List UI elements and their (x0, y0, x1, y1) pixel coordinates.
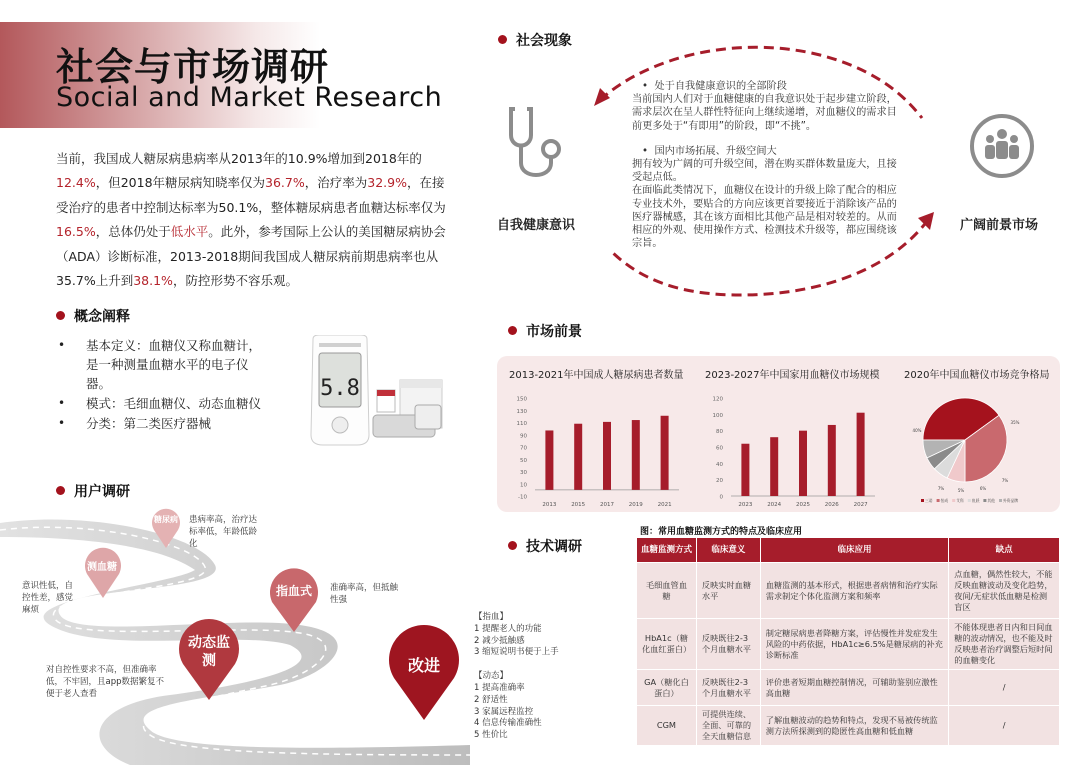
concept-heading-text: 概念阐释 (74, 309, 130, 325)
legend-swatch (968, 499, 971, 502)
glucose-meter-image (305, 335, 445, 453)
table-cell: 不能体现患者日内和日间血糖的波动情况，也不能及时反映患者治疗调整后短时间的血糖变化 (949, 619, 1060, 670)
tech-heading-text: 技术调研 (526, 539, 582, 555)
dynamic-item: 5 性价比 (474, 730, 508, 741)
note-dynamic: 对自控性要求不高，但准确率低，不牢固，且app数据繁复不便于老人查看 (46, 665, 165, 699)
y-tick-label: -10 (518, 494, 527, 501)
y-tick-label: 60 (716, 445, 723, 452)
table-row (637, 706, 1060, 746)
y-tick-label: 110 (516, 421, 527, 427)
bar (632, 420, 640, 490)
x-tick-label: 2023 (738, 502, 753, 508)
left-label: 自我健康意识 (497, 218, 576, 233)
dynamic-item: 2 舒适性 (474, 694, 508, 705)
table-cell: HbA1c（糖化血红蛋白） (637, 619, 697, 670)
table-cell: 制定糖尿病患者降糖方案，评估慢性并发症发生风险的中药依据，HbA1c≥6.5%是糖尿病的补充诊断标准 (760, 619, 949, 670)
y-tick-label: 130 (516, 408, 527, 415)
y-tick-label: 120 (712, 396, 723, 403)
table-cell: 毛细血管血糖 (637, 563, 697, 619)
intro-text: ，总体仍处于 (95, 224, 171, 240)
intro-highlight: 12.4% (56, 175, 96, 191)
table-cell: 血糖监测的基本形式，根据患者病情和治疗实际需求制定个体化监测方案和频率 (760, 563, 949, 619)
phenomenon-text (632, 80, 904, 250)
y-tick-label: 80 (716, 429, 723, 436)
x-tick-label: 2019 (628, 502, 643, 508)
concept-item: • 分类：第二类医疗器械 (58, 414, 273, 433)
table-cell: 反映实时血糖水平 (696, 563, 760, 619)
x-tick-label: 2024 (767, 502, 782, 508)
intro-text: ，在接受治疗的患者中控制达标率为50.1%，整体糖尿病患者血糖达标率仅为 (56, 175, 446, 215)
meter-reading: 5.8 (320, 376, 360, 401)
x-tick-label: 2027 (853, 502, 868, 508)
bullet-dot-icon (508, 541, 517, 550)
intro-text: 。此外，参考国际上公认的美国糖尿病协会（ADA）诊断标准，2013-2018期间我国成人糖尿病前期患病率也从35.7%上升到 (56, 224, 446, 289)
y-tick-label: 10 (520, 482, 527, 489)
table-header: 缺点 (949, 538, 1060, 563)
bar (770, 437, 778, 496)
bullet-dot-icon (508, 326, 517, 335)
intro-text: 当前，我国成人糖尿病患病率从2013年的10.9%增加到2018年的 (56, 151, 422, 166)
market-heading-text: 市场前景 (526, 324, 582, 340)
x-tick-label: 2025 (796, 502, 810, 508)
y-tick-label: 20 (716, 478, 723, 485)
node-dynamic: 动态监测 (188, 635, 230, 669)
table-cell: GA（糖化白蛋白） (637, 670, 697, 706)
chart-patients (497, 392, 687, 510)
b2-text2: 在面临此类情况下，血糖仪在设计的升级上除了配合的相应专业技术外，要贴合的方向应该更首要接近于消除该产品的医疗器械感，其在该方面相比其他产品是相对较差的。从而相应的外观、使用操作方式、检测技术升级等，都应围绕该宗旨。 (632, 185, 897, 250)
table-cell: 可提供连续、全面、可靠的全天血糖信息 (696, 706, 760, 746)
chart2-title: 2023-2027年中国家用血糖仪市场规模 (705, 370, 880, 381)
finger-title: 【指血】 (474, 612, 509, 622)
bar (741, 444, 749, 496)
chart-market-size (693, 392, 883, 510)
b1-title: 处于自我健康意识的全部阶段 (654, 81, 787, 92)
note-measure: 意识性低，自控性差，感觉麻烦 (22, 581, 74, 615)
concept-item: • 模式：毛细血糖仪、动态血糖仪 (58, 394, 273, 413)
table-header: 临床应用 (760, 538, 949, 563)
intro-highlight: 36.7% (265, 175, 305, 191)
bar (661, 416, 669, 490)
concept-item: • 基本定义：血糖仪又称血糖计，是一种测量血糖水平的电子仪器。 (58, 336, 273, 393)
legend-label: 其他 (987, 498, 995, 503)
legend-label: 三诺 (925, 498, 933, 503)
finger-item: 2 减少抵触感 (474, 635, 525, 646)
table-row (637, 670, 1060, 706)
legend-swatch (999, 499, 1002, 502)
intro-text: ，治疗率为 (304, 175, 368, 191)
survey-heading-text: 用户调研 (74, 484, 130, 500)
crowd-icon (968, 112, 1036, 180)
table-cell: / (949, 670, 1060, 706)
b2-title: 国内市场拓展、升级空间大 (654, 145, 777, 157)
page-title: 社会与市场调研 (56, 45, 330, 89)
legend-swatch (921, 499, 924, 502)
concept-list (58, 336, 273, 434)
concept-heading (56, 306, 130, 326)
chart1-title: 2013-2021年中国成人糖尿病患者数量 (509, 370, 684, 381)
slice-label: 6% (979, 486, 987, 491)
intro-highlight: 38.1% (133, 273, 173, 289)
bar (857, 413, 865, 496)
slice-label: 40% (912, 428, 922, 433)
bullet-dot-icon (56, 311, 65, 320)
intro-paragraph (56, 147, 454, 293)
finger-item: 1 提醒老人的功能 (474, 623, 542, 634)
bar (574, 424, 582, 490)
y-tick-label: 40 (716, 461, 723, 468)
y-tick-label: 90 (520, 433, 527, 440)
slice-label: 7% (1001, 478, 1009, 483)
dynamic-item: 3 家属远程监控 (474, 706, 534, 717)
node-measure: 测血糖 (87, 562, 117, 573)
tech-heading (508, 536, 582, 556)
page-subtitle: Social and Market Research (56, 82, 443, 113)
stethoscope-icon (505, 105, 571, 187)
bar (545, 430, 553, 489)
table-cell: / (949, 706, 1060, 746)
table-row (637, 563, 1060, 619)
table-header: 血糖监测方式 (637, 538, 697, 563)
y-tick-label: 150 (516, 396, 527, 403)
y-tick-label: 70 (520, 445, 527, 452)
bar (603, 422, 611, 490)
phenomenon-heading (498, 30, 572, 50)
dynamic-item: 1 提高准确率 (474, 682, 525, 693)
table-cell: 了解血糖波动的趋势和特点，发现不易被传统监测方法所探测到的隐匿性高血糖和低血糖 (760, 706, 949, 746)
slice-label: 5% (957, 488, 965, 493)
note-diabetes: 患病率高，治疗达标率低，年龄低龄化 (189, 515, 258, 549)
chart-market-share (897, 382, 1060, 510)
y-tick-label: 0 (719, 494, 723, 501)
table-row (637, 619, 1060, 670)
market-charts-panel (497, 356, 1060, 512)
pin-finger-icon (266, 566, 322, 632)
y-tick-label: 30 (520, 470, 527, 476)
b1-title-row: • 处于自我健康意识的全部阶段 (642, 81, 787, 92)
table-cell: 反映既往2-3个月血糖水平 (696, 670, 760, 706)
b1-text: 当前国内人们对于血糖健康的自我意识处于起步建立阶段，需求层次在呈人群性特征向上继续递增，对血糖仪的需求目前更多处于“有即用”的阶段，即“不挑”。 (632, 94, 897, 132)
legend-swatch (983, 499, 986, 502)
slice-label: 7% (937, 486, 945, 491)
intro-highlight: 16.5% (56, 224, 96, 240)
table-cell: 反映既往2-3个月血糖水平 (696, 619, 760, 670)
table-header: 临床意义 (696, 538, 760, 563)
x-tick-label: 2017 (600, 502, 614, 508)
survey-heading (56, 481, 130, 501)
finger-item: 3 缩短说明书便于上手 (474, 647, 559, 658)
bullet-dot-icon (56, 486, 65, 495)
dynamic-title: 【动态】 (474, 671, 509, 682)
note-finger: 准确率高，但抵触性强 (330, 583, 399, 605)
legend-label: 怡成 (940, 498, 949, 503)
bullet-dot-icon (498, 35, 507, 44)
b2-text1: 拥有较为广阔的可升级空间，潜在购买群体数量庞大，且接受起点低。 (632, 159, 897, 184)
intro-highlight: 32.9% (367, 175, 407, 191)
legend-swatch (937, 499, 940, 502)
slice-label: 35% (1010, 420, 1020, 425)
node-finger: 指血式 (275, 584, 312, 598)
x-tick-label: 2026 (824, 502, 839, 508)
y-tick-label: 100 (712, 412, 723, 419)
table-cell: 评价患者短期血糖控制情况，可辅助鉴别应激性高血糖 (760, 670, 949, 706)
monitoring-table (636, 537, 1060, 746)
x-tick-label: 2013 (542, 502, 557, 508)
x-tick-label: 2021 (657, 502, 672, 508)
legend-swatch (952, 499, 955, 502)
x-tick-label: 2015 (571, 502, 586, 508)
chart3-title: 2020年中国血糖仪市场竞争格局 (904, 370, 1050, 381)
improvement-notes (474, 612, 559, 742)
legend-label: 鱼跃 (971, 498, 980, 503)
phenomenon-heading-text: 社会现象 (516, 33, 572, 49)
node-diabetes: 糖尿病 (154, 515, 178, 524)
legend-label: 外资品牌 (1003, 498, 1019, 503)
dynamic-item: 4 信息传输准确性 (474, 718, 542, 729)
table-cell: 点血糖，偶然性较大，不能反映血糖波动及变化趋势，夜间/无症状低血糖是检测盲区 (949, 563, 1060, 619)
intro-highlight: 低水平 (170, 224, 209, 240)
right-label: 广阔前景市场 (960, 218, 1039, 233)
b2-title-row: • 国内市场拓展、升级空间大 (642, 145, 777, 157)
legend-label: 艾科 (956, 498, 964, 503)
intro-text: ，但2018年糖尿病知晓率仅为 (95, 175, 266, 191)
node-improve: 改进 (407, 656, 440, 675)
y-tick-label: 50 (520, 457, 527, 464)
intro-text: ，防控形势不容乐观。 (172, 273, 298, 289)
bar (828, 425, 836, 496)
table-caption: 图：常用血糖监测方式的特点及临床应用 (640, 527, 803, 537)
table-cell: CGM (637, 706, 697, 746)
table-header-row (637, 538, 1060, 563)
bar (799, 431, 807, 496)
market-heading (508, 321, 582, 341)
